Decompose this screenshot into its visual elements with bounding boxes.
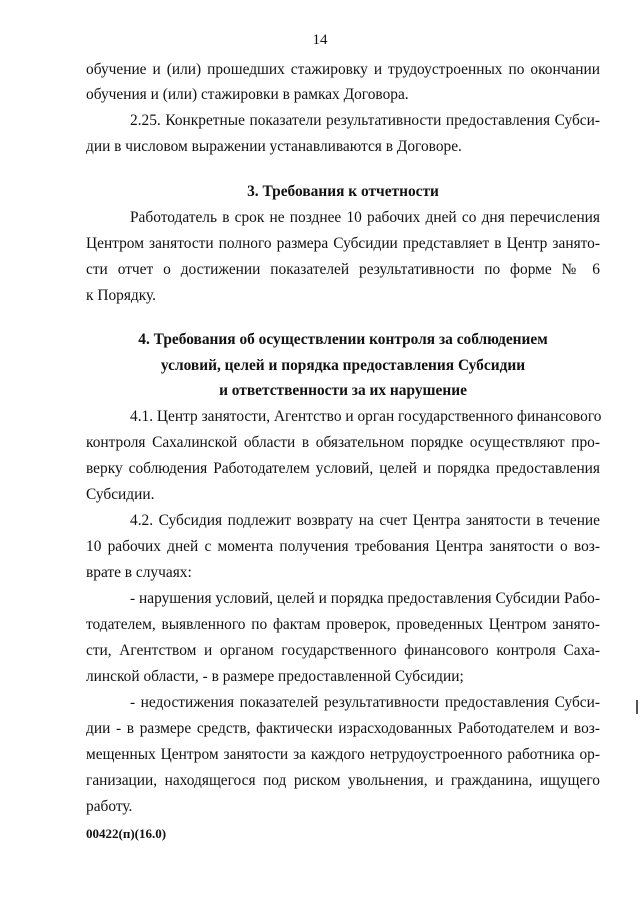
section-heading: и ответственности за их нарушение xyxy=(219,382,467,399)
list-item-line: работу. xyxy=(86,798,133,815)
list-item-line: сти, Агентством и органом государственного финансового контроля Саха- xyxy=(86,642,600,659)
paragraph-line: Центром занятости полного размера Субсидии представляет в Центр занято- xyxy=(86,235,600,252)
list-item-line: - недостижения показателей результативности предоставления Субси- xyxy=(130,694,600,711)
paragraph-line: обучение и (или) прошедших стажировку и трудоустроенных по окончании xyxy=(86,61,600,78)
list-item-line: дии - в размере средств, фактически израсходованных Работодателем и воз- xyxy=(86,720,600,737)
paragraph-line: контроля Сахалинской области в обязательном порядке осуществляют про- xyxy=(86,434,600,451)
paragraph-line: Работодатель в срок не позднее 10 рабочих дней со дня перечисления xyxy=(130,209,600,226)
list-item-line: тодателем, выявленного по фактам проверок, проведенных Центром занято- xyxy=(86,616,600,633)
list-item-line: ганизации, находящегося под риском увольнения, и гражданина, ищущего xyxy=(86,772,600,789)
paragraph-line: обучения и (или) стажировки в рамках Договора. xyxy=(86,86,409,103)
list-item-line: мещенных Центром занятости за каждого нетрудоустроенного работника ор- xyxy=(86,746,600,763)
paragraph-line: сти отчет о достижении показателей результативности по форме № 6 xyxy=(86,261,600,278)
document-code: 00422(п)(16.0) xyxy=(86,826,167,841)
paragraph-line: 2.25. Конкретные показатели результативности предоставления Субси- xyxy=(130,112,600,129)
paragraph-line: дии в числовом выражении устанавливаются в Договоре. xyxy=(86,138,462,155)
scan-edge-mark xyxy=(636,700,638,714)
list-item-line: - нарушения условий, целей и порядка предоставления Субсидии Рабо- xyxy=(130,590,600,607)
section-heading: условий, целей и порядка предоставления Субсидии xyxy=(160,357,526,374)
paragraph-line: 10 рабочих дней с момента получения требования Центра занятости о воз- xyxy=(86,538,600,555)
paragraph-line: к Порядку. xyxy=(86,287,157,304)
paragraph-line: врате в случаях: xyxy=(86,564,192,581)
paragraph-line: 4.2. Субсидия подлежит возврату на счет Центра занятости в течение xyxy=(130,512,600,529)
list-item-line: линской области, - в размере предоставленной Субсидии; xyxy=(86,668,464,685)
paragraph-line: 4.1. Центр занятости, Агентство и орган государственного финансового xyxy=(130,408,602,425)
page-number: 14 xyxy=(312,32,328,48)
section-heading: 4. Требования об осуществлении контроля за соблюдением xyxy=(138,331,548,348)
paragraph-line: верку соблюдения Работодателем условий, целей и порядка предоставления xyxy=(86,460,600,477)
paragraph-line: Субсидии. xyxy=(86,486,155,503)
section-heading: 3. Требования к отчетности xyxy=(247,183,439,200)
